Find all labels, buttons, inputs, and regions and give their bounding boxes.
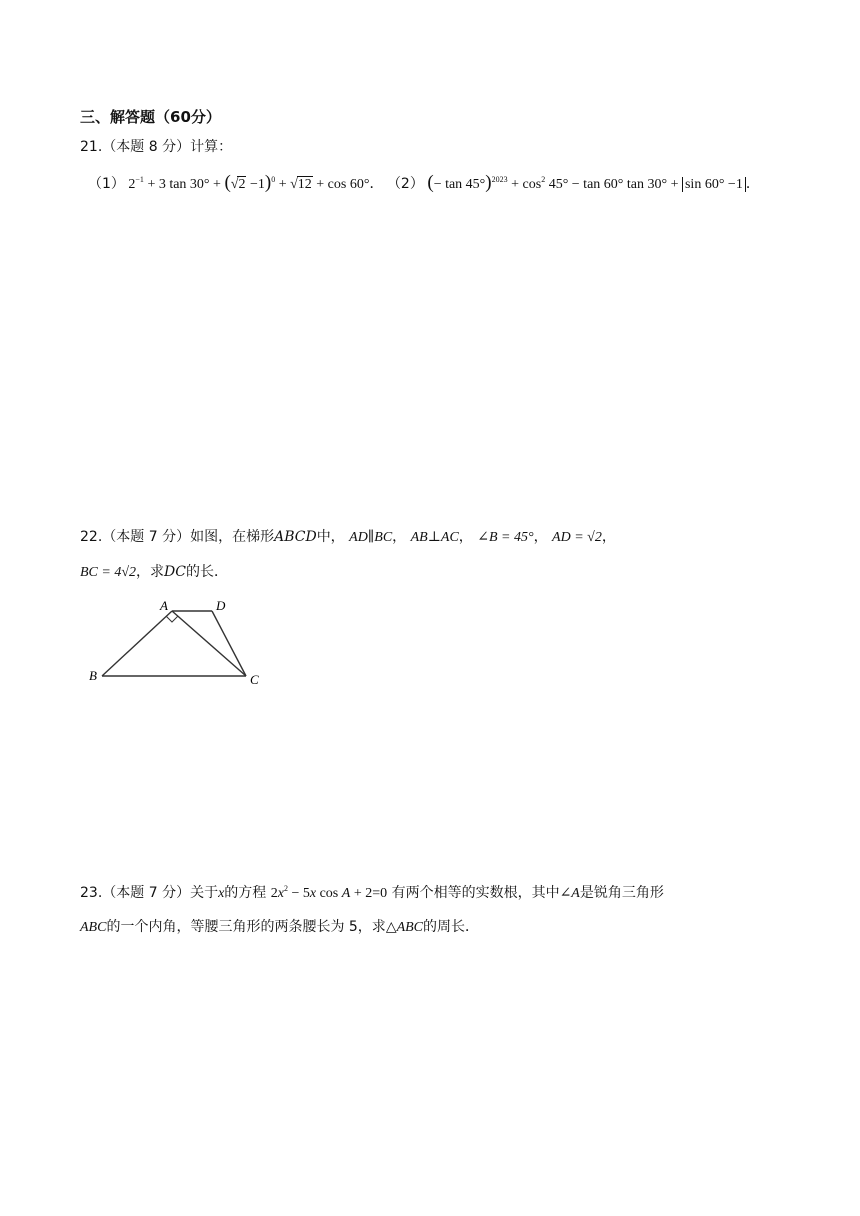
- q22-cond-bc: BC = 4√2: [80, 565, 137, 580]
- q22-end: 的长．: [185, 564, 228, 580]
- segment-dc: [212, 611, 246, 676]
- q23-equation: $2x^2 - 5x$ cos A + 2=0: [270, 884, 388, 901]
- segment-ab: [102, 611, 172, 676]
- q21-part1-sep: ．: [369, 176, 384, 192]
- q23-line2: [80, 916, 479, 936]
- q23-line1: [80, 882, 664, 902]
- section-title: 三、解答题（60分）: [80, 108, 221, 126]
- q22-trap-name: ABCD: [274, 529, 317, 545]
- q22-ask: ，求: [136, 564, 165, 580]
- label-d: D: [216, 598, 226, 613]
- q23-equation-word: 的方程: [224, 885, 267, 901]
- q21-part2-label: （2）: [386, 176, 424, 192]
- q22-cond-ad: AD = √2: [552, 530, 602, 545]
- label-a: A: [160, 598, 168, 613]
- q23-isosceles: 的一个内角，等腰三角形的两条腰长为 5，求: [106, 919, 386, 935]
- q23-triangle: △ABC: [385, 920, 424, 935]
- right-angle-marker: [166, 616, 178, 622]
- q23-condition: 有两个相等的实数根，其中: [391, 885, 560, 901]
- q23-abc: ABC: [80, 920, 107, 935]
- q21-part1-expression: $2^{-1} + 3$ $\tan 30^\circ + (√2 -1)^0 + √12 + \cos 60^\circ$: [128, 172, 370, 193]
- q22-line1: 22.（本题 7 分）如图，在梯形ABCD中， AD∥BC， AB⊥AC， ∠B = 45°， AD = √2，: [80, 529, 616, 545]
- q23-intro: 23.（本题 7 分）关于: [80, 885, 219, 901]
- q21-part2-expression: (− $\tan 45^\circ)^{2023} + \cos^2 45^\circ - \tan 60^\circ$ tan 30° + sin 60° −1: [427, 177, 745, 192]
- q22-mid: 中，: [316, 529, 345, 545]
- trapezoid-figure: [80, 596, 280, 696]
- q21-part1-label: （1）: [88, 176, 125, 192]
- q21-part2-end: ．: [745, 176, 760, 192]
- q22-cond-angle: ∠B = 45°: [477, 530, 534, 545]
- label-b: B: [89, 668, 97, 683]
- q21-header: 21.（本题 8 分）计算：: [80, 139, 233, 155]
- q22-cond-perpendicular: AB⊥AC: [410, 530, 459, 545]
- q23-acute: 是锐角三角形: [579, 885, 664, 901]
- q21-expression-line: [88, 172, 760, 194]
- q23-var-x: x: [218, 886, 225, 901]
- segment-ac: [172, 611, 246, 676]
- q23-perimeter: 的周长．: [423, 919, 480, 935]
- q22-dc: DC: [164, 564, 186, 580]
- q23-angle-a: ∠A: [559, 886, 580, 901]
- q22-header: 22.（本题 7 分）如图，在梯形: [80, 529, 275, 545]
- q22-line2: [80, 561, 228, 581]
- q22-cond-parallel: AD∥BC: [349, 530, 393, 545]
- label-c: C: [250, 672, 259, 687]
